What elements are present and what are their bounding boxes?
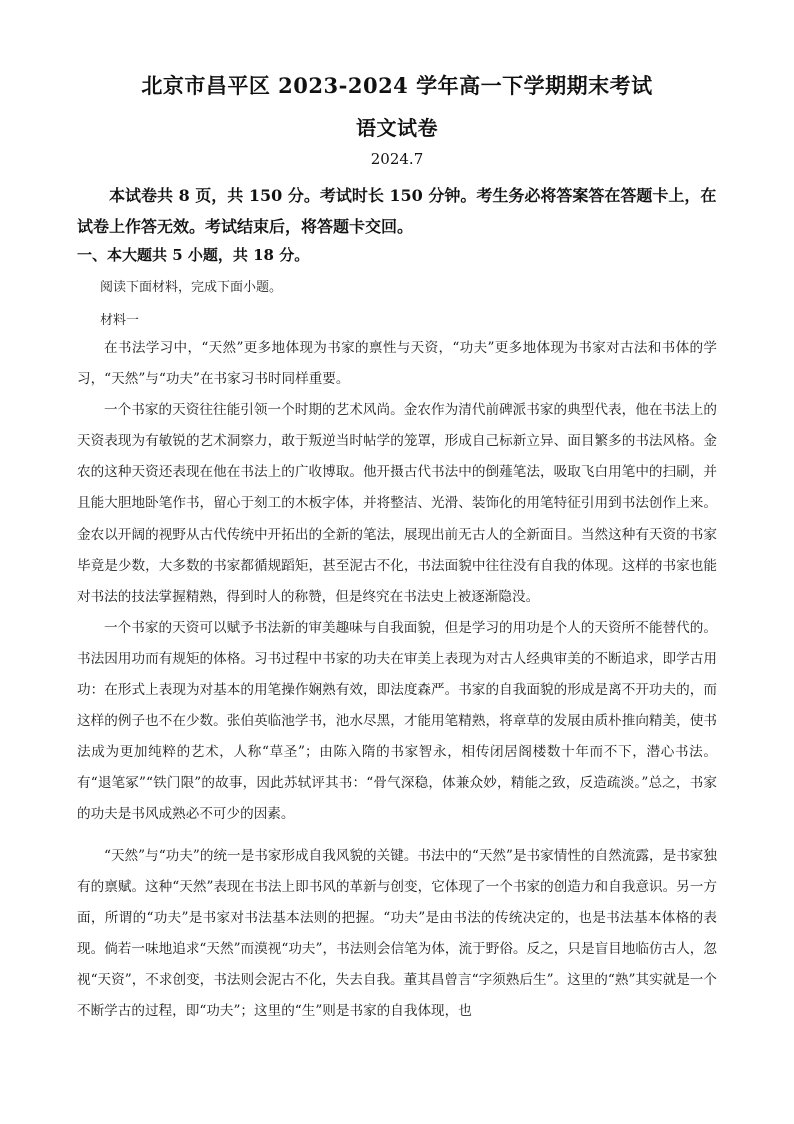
paragraph-4: “天然”与“功夫”的统一是书家形成自我风貌的关键。书法中的“天然”是书家情性的自然流露，是书家独有的禀赋。这种“天然”表现在书法上即书风的革新与创变，它体现了一个书家的创造力和自我意识。另一方面，所谓的“功夫”是书家对书法基本法则的把握。“功夫”是由书法的传统决定的，也是书法基本体格的表现。倘若一味地追求“天然”而漠视“功夫”，书法则会信笔为体，流于野俗。反之，只是盲目地临仿古人，忽视“天资”，不求创变，书法则会泥古不化，失去自我。董其昌曾言“字须熟后生”。这里的“熟”其实就是一个不断学古的过程，即“功夫”；这里的“生”则是书家的自我体现，也 <box>77 847 717 1019</box>
section-heading: 一、本大题共 5 小题，共 18 分。 <box>77 246 310 264</box>
material-label: 材料一 <box>100 313 140 328</box>
exam-date: 2024.7 <box>370 150 424 168</box>
exam-title: 北京市昌平区 2023-2024 学年高一下学期期末考试 <box>141 73 653 98</box>
material-body <box>77 333 717 1027</box>
reading-instruction: 阅读下面材料，完成下面小题。 <box>100 280 283 295</box>
paragraph-1: 在书法学习中，“天然”更多地体现为书家的禀性与天资，“功夫”更多地体现为书家对古法和书体的学习，“天然”与“功夫”在书家习书时同样重要。 <box>77 340 717 388</box>
exam-subtitle: 语文试卷 <box>356 116 438 140</box>
paragraph-2: 一个书家的天资往往能引领一个时期的艺术风尚。金农作为清代前碑派书家的典型代表，他在书法上的天资表现为有敏锐的艺术洞察力，敢于叛逆当时帖学的笼罩，形成自己标新立异、面目繁多的书法风格。金农的这种天资还表现在他在书法上的广收博取。他开摄古代书法中的倒薤笔法，吸取飞白用笔中的扫刷，并且能大胆地卧笔作书，留心于刻工的木板字体，并将整洁、光滑、装饰化的用笔特征引用到书法创作上来。金农以开阔的视野从古代传统中开拓出的全新的笔法，展现出前无古人的全新面目。当然这种有天资的书家毕竟是少数，大多数的书家都循规蹈矩，甚至泥古不化，书法面貌中往往没有自我的体现。这样的书家也能对书法的技法掌握精熟，得到时人的称赞，但是终究在书法史上被逐渐隐没。 <box>77 402 717 605</box>
exam-notice: 本试卷共 8 页，共 150 分。考试时长 150 分钟。考生务必将答案答在答题卡上，在试卷上作答无效。考试结束后，将答题卡交回。 <box>77 186 717 236</box>
paragraph-3: 一个书家的天资可以赋予书法新的审美趣味与自我面貌，但是学习的用功是个人的天资所不能替代的。书法因用功而有规矩的体格。习书过程中书家的功夫在审美上表现为对古人经典审美的不断追求，即学古用功：在形式上表现为对基本的用笔操作娴熟有效，即法度森严。书家的自我面貌的形成是离不开功夫的，而这样的例子也不在少数。张伯英临池学书，池水尽黑，才能用笔精熟，将章草的发展由质朴推向精美，使书法成为更加纯粹的艺术，人称“草圣”；由陈入隋的书家智永，相传闭居阁楼数十年而不下，潜心书法。有“退笔冢”“铁门限”的故事，因此苏轼评其书：“骨气深稳，体兼众妙，精能之致，反造疏淡。”总之，书家的功夫是书风成熟必不可少的因素。 <box>77 619 717 823</box>
